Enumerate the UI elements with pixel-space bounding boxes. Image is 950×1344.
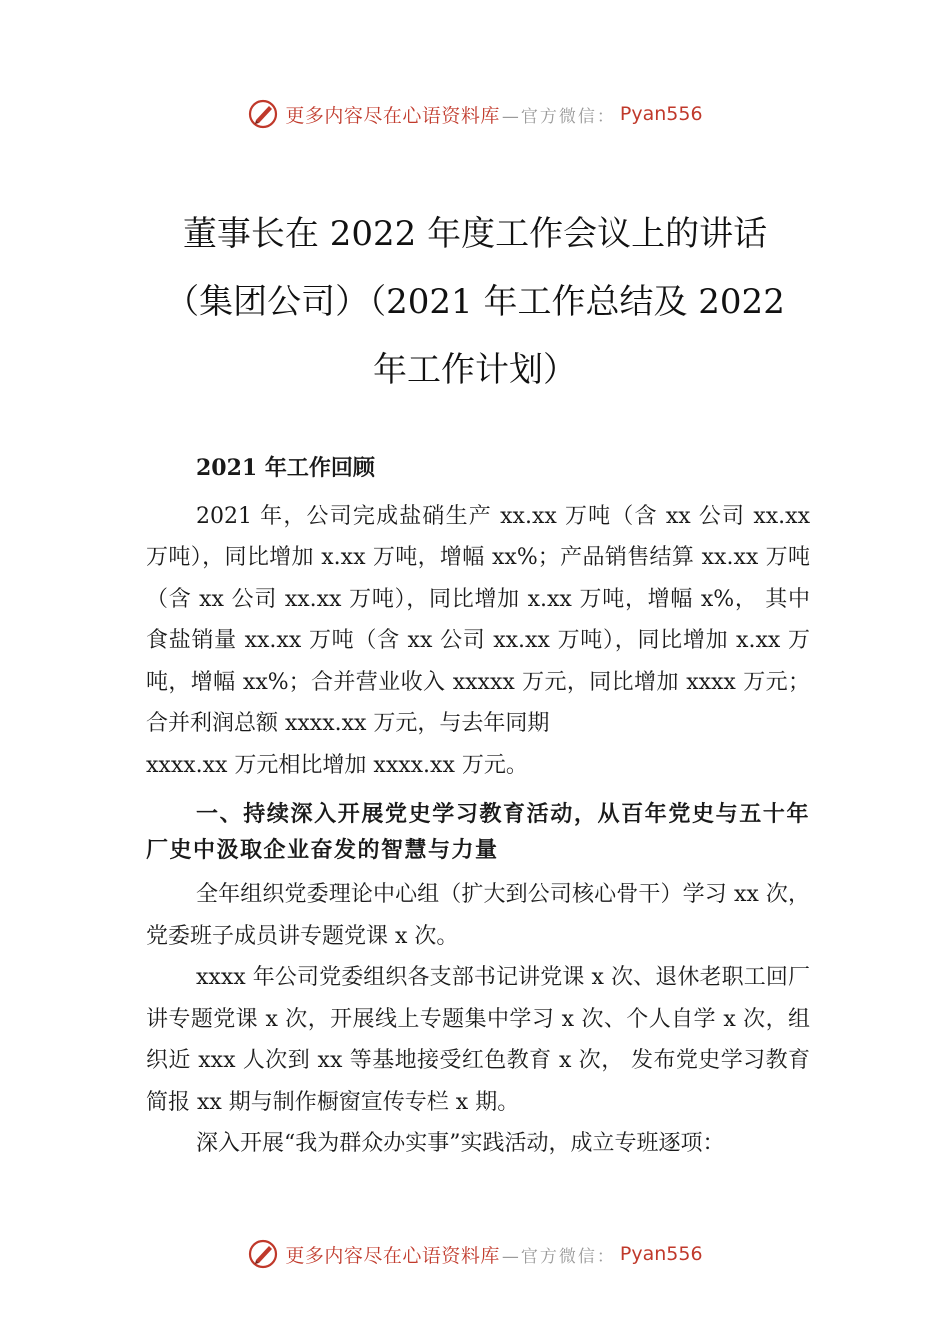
watermark-dash: —官方微信： [501, 1246, 616, 1267]
title-line-3: 年工作计划） [373, 350, 577, 390]
title-line-1: 董事长在 2022 年度工作会议上的讲话 [182, 214, 768, 254]
title-line-2: （集团公司）（2021 年工作总结及 2022 [165, 282, 785, 322]
document-body [146, 448, 810, 1165]
footer-watermark [0, 1234, 950, 1274]
watermark-text: 更多内容尽在心语资料库 [285, 104, 500, 127]
paragraph-profit-tail: xxxx.xx 万元相比增加 xxxx.xx 万元。 [146, 752, 528, 778]
review-heading: 2021 年工作回顾 [196, 455, 375, 481]
watermark-wechat-id: Pyan556 [619, 1243, 703, 1265]
section-heading-party-history: 一、持续深入开展党史学习教育活动，从百年党史与五十年厂史中汲取企业奋发的智慧与力量 [146, 801, 810, 863]
header-watermark [0, 94, 950, 134]
paragraph-party-lectures: xxxx 年公司党委组织各支部书记讲党课 x 次、退休老职工回厂讲专题党课 x 次，开展线上专题集中学习 x 次、个人自学 x 次，组织近 xxx 人次到 xx 等基地接受红色教育 x 次， 发布党史学习教育简报 xx 期与制作橱窗宣传专栏 x 期。 [146, 965, 810, 1115]
paragraph-production-summary: 2021 年，公司完成盐硝生产 xx.xx 万吨（含 xx 公司 xx.xx 万吨），同比增加 x.xx 万吨，增幅 xx%；产品销售结算 xx.xx 万吨（含 xx 公司 xx.xx 万吨），同比增加 x.xx 万吨，增幅 x%， 其中食盐销量 xx.xx 万吨（含 xx 公司 xx.xx 万吨），同比增加 x.xx 万吨，增幅 xx%；合并营业收入 xxxxx 万元，同比增加 xxxx 万元；合并利润总额 xxxx.xx 万元，与去年同期 [146, 503, 810, 736]
paragraph-study-sessions: 全年组织党委理论中心组（扩大到公司核心骨干）学习 xx 次，党委班子成员讲专题党课 x 次。 [146, 882, 810, 949]
pen-logo-icon [247, 98, 279, 130]
watermark-text: 更多内容尽在心语资料库 [285, 1244, 500, 1267]
document-title [0, 200, 950, 404]
pen-logo-icon [247, 1238, 279, 1270]
watermark-wechat-id: Pyan556 [619, 103, 703, 125]
watermark-dash: —官方微信： [501, 106, 616, 127]
paragraph-practice-activity: 深入开展“我为群众办实事”实践活动，成立专班逐项： [196, 1131, 725, 1156]
